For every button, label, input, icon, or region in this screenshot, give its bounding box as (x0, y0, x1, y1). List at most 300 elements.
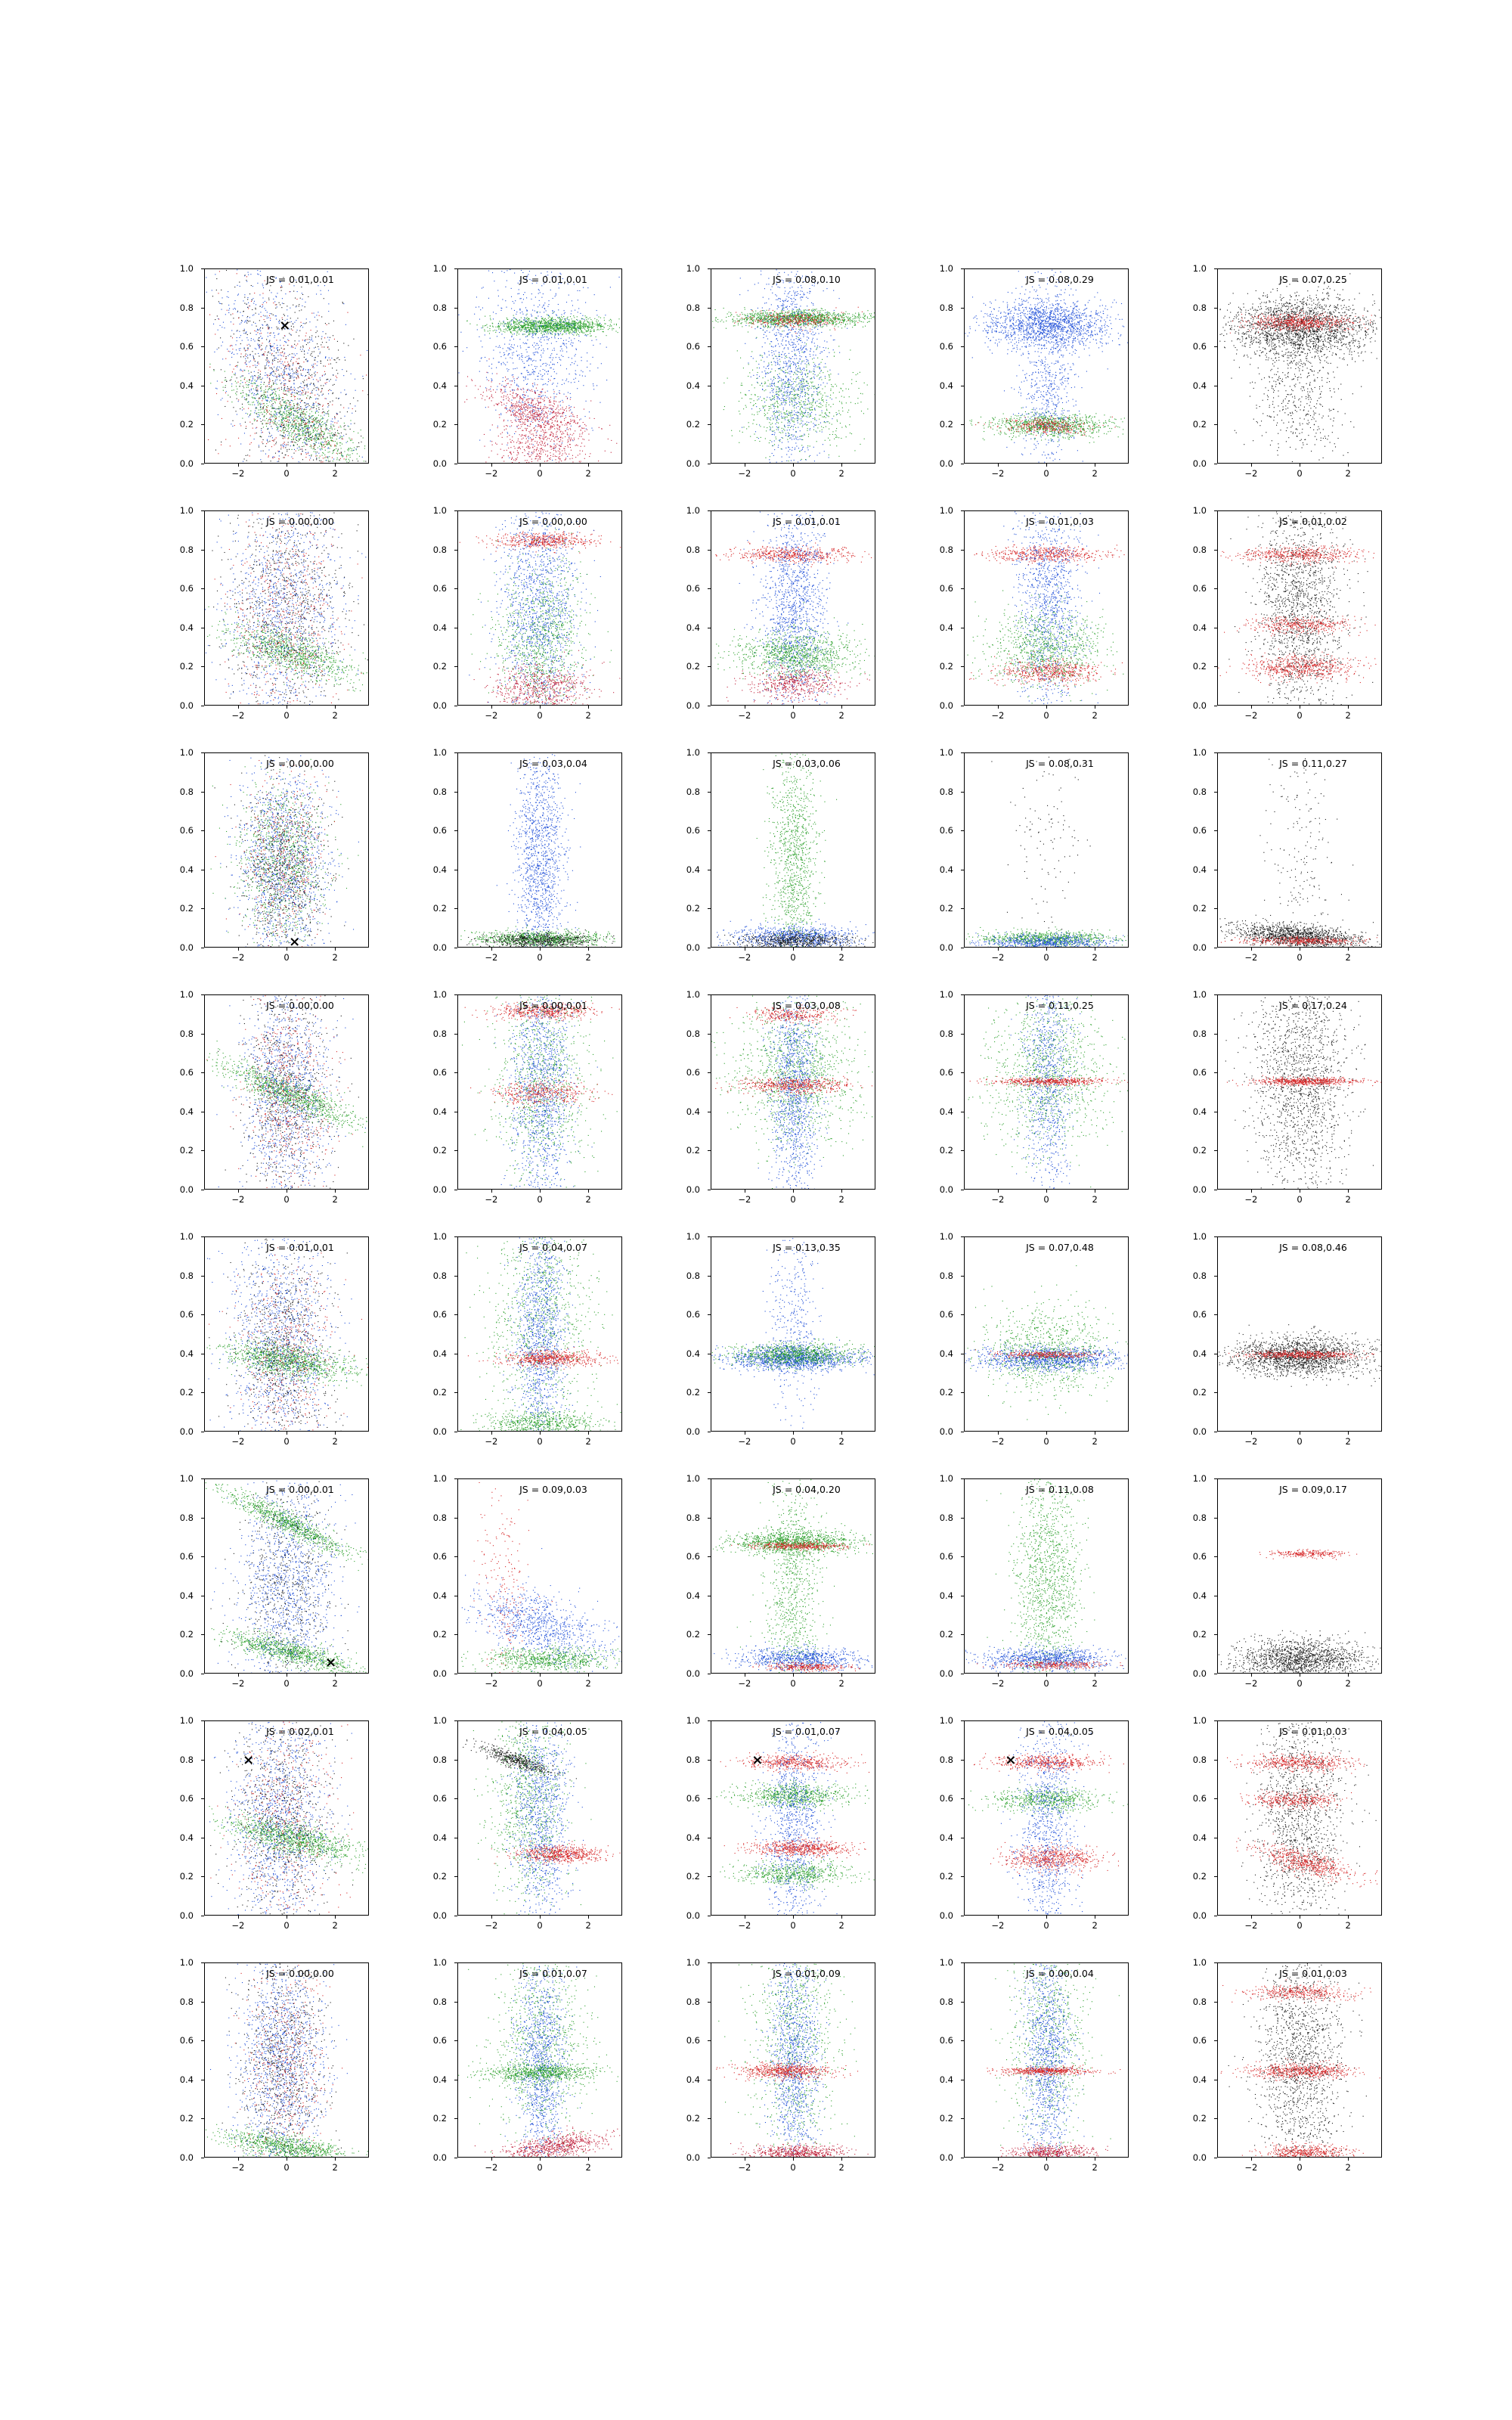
x-axis-labels (711, 951, 875, 966)
x-tick-label: 2 (1092, 1194, 1098, 1205)
y-tick-label: 0.6 (179, 2035, 194, 2046)
x-tick-label: −2 (485, 1920, 498, 1931)
x-tick-label: −2 (991, 1920, 1005, 1931)
x-tick-label: −2 (231, 952, 245, 963)
scatter-canvas (711, 511, 875, 706)
js-divergence-annotation: JS = 0.03,0.06 (773, 758, 841, 769)
plot-area (204, 994, 369, 1190)
y-tick-label: 0.4 (179, 622, 194, 633)
y-tick-label: 0.6 (686, 1309, 700, 1320)
y-axis-labels (412, 1473, 451, 1679)
scatter-canvas (1218, 1237, 1382, 1432)
y-tick-label: 0.4 (179, 1106, 194, 1117)
x-axis-labels (711, 1919, 875, 1934)
y-tick-label: 0.2 (939, 661, 953, 672)
plot-area (964, 1478, 1129, 1674)
y-tick-label: 0.6 (686, 1793, 700, 1804)
x-tick-label: −2 (231, 2162, 245, 2173)
y-tick-label: 0.6 (179, 1793, 194, 1804)
y-tick-label: 0.4 (939, 380, 953, 391)
js-divergence-annotation: JS = 0.08,0.10 (773, 274, 841, 285)
js-divergence-annotation: JS = 0.09,0.03 (519, 1484, 587, 1495)
scatter-panel (919, 1957, 1130, 2182)
y-tick-label: 0.2 (179, 1871, 194, 1882)
scatter-canvas (965, 511, 1129, 706)
y-tick-label: 0.0 (179, 1426, 194, 1437)
x-tick-label: −2 (485, 1194, 498, 1205)
y-tick-label: 0.8 (686, 1754, 700, 1765)
y-tick-label: 0.6 (432, 825, 447, 836)
y-tick-label: 0.0 (179, 1184, 194, 1195)
y-tick-label: 0.4 (179, 1590, 194, 1601)
x-tick-label: −2 (991, 1436, 1005, 1447)
x-tick-label: −2 (1244, 2162, 1258, 2173)
plot-area (1217, 752, 1382, 948)
scatter-panel (1172, 989, 1383, 1214)
scatter-panel (665, 989, 877, 1214)
y-axis-labels (665, 1473, 705, 1679)
y-axis-labels (1172, 1957, 1211, 2163)
x-tick-label: −2 (738, 952, 751, 963)
x-tick-label: 0 (790, 1678, 796, 1689)
y-tick-label: 0.4 (939, 1106, 953, 1117)
y-tick-label: 0.2 (1192, 1871, 1207, 1882)
js-divergence-annotation: JS = 0.02,0.01 (266, 1726, 334, 1737)
y-tick-label: 0.8 (432, 302, 447, 313)
y-tick-label: 0.2 (179, 661, 194, 672)
x-tick-label: 0 (1297, 710, 1303, 721)
y-tick-label: 0.6 (1192, 1793, 1207, 1804)
x-marker-icon: × (289, 934, 301, 948)
y-tick-label: 0.4 (1192, 1590, 1207, 1601)
y-tick-label: 0.2 (432, 419, 447, 430)
y-tick-label: 1.0 (432, 1715, 447, 1726)
y-tick-label: 0.0 (686, 700, 700, 711)
plot-area (457, 994, 622, 1190)
x-axis-labels (204, 2161, 369, 2176)
plot-area (457, 1236, 622, 1432)
js-divergence-annotation: JS = 0.00,0.01 (519, 1000, 587, 1011)
js-divergence-annotation: JS = 0.04,0.05 (1026, 1726, 1094, 1737)
js-divergence-annotation: JS = 0.00,0.04 (1026, 1968, 1094, 1979)
x-axis-labels (457, 1435, 622, 1450)
x-axis-labels (964, 1193, 1129, 1208)
plot-area (964, 1720, 1129, 1916)
x-tick-label: −2 (485, 1678, 498, 1689)
y-tick-label: 0.0 (432, 1184, 447, 1195)
scatter-panel (412, 1957, 624, 2182)
y-tick-label: 1.0 (1192, 989, 1207, 1000)
y-tick-label: 0.0 (686, 1668, 700, 1679)
y-tick-label: 0.6 (939, 825, 953, 836)
x-tick-label: 0 (1297, 468, 1303, 479)
y-axis-labels (412, 989, 451, 1195)
y-tick-label: 1.0 (939, 1715, 953, 1726)
js-divergence-annotation: JS = 0.04,0.07 (519, 1242, 587, 1253)
x-tick-label: 2 (1092, 1678, 1098, 1689)
js-divergence-annotation: JS = 0.00,0.00 (519, 516, 587, 527)
js-divergence-annotation: JS = 0.01,0.02 (1279, 516, 1347, 527)
x-tick-label: 2 (1345, 2162, 1351, 2173)
x-tick-label: −2 (738, 1920, 751, 1931)
x-axis-labels (711, 1193, 875, 1208)
y-tick-label: 0.8 (1192, 302, 1207, 313)
scatter-panel (412, 989, 624, 1214)
y-tick-label: 1.0 (179, 1231, 194, 1242)
x-tick-label: 2 (1092, 710, 1098, 721)
x-axis-labels (1217, 1193, 1382, 1208)
x-tick-label: 2 (1345, 1436, 1351, 1447)
x-tick-label: −2 (485, 1436, 498, 1447)
scatter-panel (159, 1231, 370, 1456)
plot-area (457, 1962, 622, 2158)
y-tick-label: 0.8 (939, 1754, 953, 1765)
y-tick-label: 0.6 (432, 1309, 447, 1320)
y-tick-label: 0.6 (432, 1551, 447, 1562)
y-tick-label: 0.4 (939, 1832, 953, 1843)
y-tick-label: 0.6 (686, 2035, 700, 2046)
y-tick-label: 0.8 (686, 1996, 700, 2007)
js-divergence-annotation: JS = 0.00,0.01 (266, 1484, 334, 1495)
x-tick-label: −2 (231, 1678, 245, 1689)
x-tick-label: −2 (485, 710, 498, 721)
y-tick-label: 0.8 (939, 1028, 953, 1039)
y-tick-label: 0.0 (939, 1184, 953, 1195)
x-tick-label: 2 (1345, 1194, 1351, 1205)
js-divergence-annotation: JS = 0.08,0.29 (1026, 274, 1094, 285)
y-tick-label: 0.4 (432, 1106, 447, 1117)
y-tick-label: 1.0 (939, 505, 953, 516)
y-tick-label: 1.0 (686, 1715, 700, 1726)
x-tick-label: 0 (284, 1678, 290, 1689)
scatter-panel (1172, 1957, 1383, 2182)
x-tick-label: 0 (1297, 1436, 1303, 1447)
js-divergence-annotation: JS = 0.07,0.48 (1026, 1242, 1094, 1253)
y-axis-labels (665, 1715, 705, 1921)
y-tick-label: 0.0 (179, 458, 194, 469)
plot-area (204, 1478, 369, 1674)
y-tick-label: 0.4 (432, 1348, 447, 1359)
scatter-panel (665, 263, 877, 488)
y-tick-label: 0.6 (939, 341, 953, 352)
y-tick-label: 0.2 (939, 1629, 953, 1640)
scatter-canvas (458, 1237, 622, 1432)
js-divergence-annotation: JS = 0.01,0.07 (773, 1726, 841, 1737)
y-tick-label: 0.2 (432, 1387, 447, 1398)
plot-area (204, 1962, 369, 2158)
x-tick-label: 2 (1092, 952, 1098, 963)
scatter-canvas (711, 753, 875, 948)
y-tick-label: 0.6 (686, 825, 700, 836)
scatter-canvas (458, 511, 622, 706)
y-tick-label: 0.4 (1192, 1832, 1207, 1843)
x-tick-label: 0 (537, 710, 543, 721)
x-tick-label: −2 (991, 468, 1005, 479)
y-tick-label: 0.8 (432, 544, 447, 555)
y-tick-label: 0.6 (179, 1551, 194, 1562)
x-tick-label: 2 (585, 1194, 591, 1205)
y-tick-label: 0.0 (939, 700, 953, 711)
y-tick-label: 0.0 (432, 1426, 447, 1437)
y-tick-label: 0.2 (179, 2113, 194, 2124)
scatter-panel (1172, 1473, 1383, 1698)
y-tick-label: 0.8 (432, 786, 447, 797)
y-tick-label: 0.4 (939, 864, 953, 875)
y-tick-label: 0.8 (1192, 786, 1207, 797)
x-axis-labels (1217, 2161, 1382, 2176)
js-divergence-annotation: JS = 0.01,0.03 (1279, 1968, 1347, 1979)
plot-area (204, 268, 369, 464)
x-tick-label: 0 (537, 1920, 543, 1931)
y-tick-label: 0.8 (179, 1996, 194, 2007)
x-tick-label: −2 (991, 2162, 1005, 2173)
y-tick-label: 0.4 (432, 1832, 447, 1843)
y-tick-label: 0.4 (1192, 380, 1207, 391)
scatter-canvas (205, 1721, 369, 1916)
x-tick-label: 2 (1345, 468, 1351, 479)
y-tick-label: 1.0 (1192, 747, 1207, 758)
x-axis-labels (1217, 1435, 1382, 1450)
plot-area (711, 1720, 875, 1916)
y-tick-label: 0.2 (432, 1629, 447, 1640)
y-tick-label: 0.2 (432, 661, 447, 672)
scatter-panel (159, 747, 370, 972)
y-axis-labels (1172, 505, 1211, 711)
y-tick-label: 0.8 (432, 1996, 447, 2007)
x-marker-icon: × (325, 1654, 337, 1671)
y-tick-label: 0.0 (432, 458, 447, 469)
y-tick-label: 0.4 (179, 2074, 194, 2085)
scatter-canvas (205, 269, 369, 464)
plot-area (1217, 268, 1382, 464)
scatter-canvas (711, 1963, 875, 2158)
y-tick-label: 0.2 (939, 1145, 953, 1156)
y-tick-label: 0.2 (179, 1387, 194, 1398)
y-tick-label: 0.8 (1192, 1996, 1207, 2007)
scatter-canvas (1218, 1479, 1382, 1674)
x-tick-label: 2 (838, 1194, 844, 1205)
x-tick-label: −2 (991, 710, 1005, 721)
x-axis-labels (204, 1193, 369, 1208)
y-tick-label: 1.0 (179, 263, 194, 274)
y-tick-label: 0.6 (939, 583, 953, 594)
y-tick-label: 0.6 (432, 1067, 447, 1078)
y-tick-label: 0.0 (179, 1910, 194, 1921)
y-tick-label: 0.2 (432, 1145, 447, 1156)
y-tick-label: 0.0 (179, 942, 194, 953)
y-tick-label: 0.8 (1192, 1512, 1207, 1523)
js-divergence-annotation: JS = 0.01,0.07 (519, 1968, 587, 1979)
x-tick-label: 2 (1345, 1920, 1351, 1931)
y-tick-label: 0.4 (939, 1348, 953, 1359)
y-tick-label: 0.2 (686, 661, 700, 672)
x-tick-label: 0 (790, 710, 796, 721)
x-tick-label: −2 (485, 952, 498, 963)
x-tick-label: 2 (585, 468, 591, 479)
plot-area (711, 1478, 875, 1674)
x-axis-labels (711, 2161, 875, 2176)
y-axis-labels (1172, 1231, 1211, 1437)
x-tick-label: −2 (485, 468, 498, 479)
plot-area (964, 268, 1129, 464)
y-tick-label: 1.0 (179, 505, 194, 516)
y-tick-label: 1.0 (432, 505, 447, 516)
y-axis-labels (665, 1231, 705, 1437)
y-tick-label: 0.2 (939, 2113, 953, 2124)
y-tick-label: 0.2 (939, 1871, 953, 1882)
scatter-panel (919, 1715, 1130, 1940)
y-tick-label: 0.6 (939, 1067, 953, 1078)
y-tick-label: 0.8 (686, 1028, 700, 1039)
y-tick-label: 0.2 (1192, 1629, 1207, 1640)
scatter-panel (159, 1473, 370, 1698)
x-tick-label: 2 (1345, 710, 1351, 721)
x-tick-label: 2 (1092, 1436, 1098, 1447)
x-axis-labels (457, 709, 622, 724)
scatter-canvas (458, 269, 622, 464)
x-tick-label: −2 (738, 1436, 751, 1447)
x-tick-label: 0 (1297, 1678, 1303, 1689)
x-tick-label: 0 (1043, 1678, 1049, 1689)
y-axis-labels (159, 1231, 198, 1437)
x-axis-labels (204, 467, 369, 482)
plot-area (1217, 510, 1382, 706)
scatter-canvas (458, 1963, 622, 2158)
y-tick-label: 0.8 (939, 1996, 953, 2007)
y-tick-label: 0.2 (432, 1871, 447, 1882)
x-axis-labels (964, 1435, 1129, 1450)
y-axis-labels (919, 263, 958, 469)
y-tick-label: 0.0 (432, 942, 447, 953)
y-tick-label: 1.0 (1192, 1231, 1207, 1242)
y-tick-label: 0.8 (179, 302, 194, 313)
y-tick-label: 0.2 (686, 2113, 700, 2124)
scatter-canvas (1218, 753, 1382, 948)
y-tick-label: 0.8 (179, 1754, 194, 1765)
y-tick-label: 1.0 (939, 1473, 953, 1484)
y-tick-label: 1.0 (432, 1957, 447, 1968)
y-tick-label: 0.6 (179, 341, 194, 352)
x-tick-label: −2 (1244, 1920, 1258, 1931)
y-tick-label: 0.8 (939, 1270, 953, 1281)
scatter-panel (412, 263, 624, 488)
x-axis-labels (711, 1435, 875, 1450)
js-divergence-annotation: JS = 0.00,0.00 (266, 516, 334, 527)
y-tick-label: 0.0 (1192, 1426, 1207, 1437)
x-tick-label: 0 (537, 1678, 543, 1689)
x-axis-labels (711, 1677, 875, 1692)
y-tick-label: 0.0 (686, 458, 700, 469)
y-tick-label: 1.0 (939, 1957, 953, 1968)
x-tick-label: 2 (1345, 1678, 1351, 1689)
scatter-panel (665, 505, 877, 730)
x-tick-label: 0 (1297, 1194, 1303, 1205)
y-tick-label: 0.6 (1192, 2035, 1207, 2046)
y-tick-label: 0.0 (686, 2152, 700, 2163)
x-tick-label: 2 (838, 1436, 844, 1447)
y-axis-labels (665, 263, 705, 469)
x-tick-label: 2 (332, 1920, 338, 1931)
scatter-panel (1172, 1231, 1383, 1456)
scatter-canvas (1218, 1963, 1382, 2158)
scatter-canvas (1218, 511, 1382, 706)
y-tick-label: 0.8 (432, 1512, 447, 1523)
js-divergence-annotation: JS = 0.01,0.01 (773, 516, 841, 527)
scatter-canvas (458, 1479, 622, 1674)
scatter-panel (665, 747, 877, 972)
y-tick-label: 0.2 (1192, 419, 1207, 430)
y-tick-label: 0.4 (432, 864, 447, 875)
scatter-panel (1172, 505, 1383, 730)
x-tick-label: 0 (537, 952, 543, 963)
y-tick-label: 0.6 (686, 583, 700, 594)
scatter-canvas (205, 995, 369, 1190)
x-tick-label: −2 (231, 1194, 245, 1205)
js-divergence-annotation: JS = 0.01,0.09 (773, 1968, 841, 1979)
y-tick-label: 0.8 (432, 1754, 447, 1765)
y-tick-label: 0.2 (1192, 661, 1207, 672)
plot-area (204, 1720, 369, 1916)
x-tick-label: 0 (1297, 952, 1303, 963)
y-tick-label: 1.0 (432, 989, 447, 1000)
y-tick-label: 0.8 (1192, 1028, 1207, 1039)
x-tick-label: 2 (1092, 2162, 1098, 2173)
scatter-canvas (205, 1963, 369, 2158)
scatter-panel (412, 1473, 624, 1698)
js-divergence-annotation: JS = 0.03,0.04 (519, 758, 587, 769)
scatter-panel (412, 1231, 624, 1456)
y-tick-label: 0.8 (686, 786, 700, 797)
y-axis-labels (1172, 747, 1211, 953)
y-tick-label: 0.0 (179, 2152, 194, 2163)
x-tick-label: 2 (332, 2162, 338, 2173)
y-tick-label: 0.4 (686, 1106, 700, 1117)
plot-area (964, 1962, 1129, 2158)
y-tick-label: 0.6 (1192, 1067, 1207, 1078)
x-tick-label: −2 (738, 710, 751, 721)
scatter-canvas (205, 511, 369, 706)
x-axis-labels (964, 951, 1129, 966)
scatter-canvas (965, 1963, 1129, 2158)
x-tick-label: 0 (790, 1920, 796, 1931)
y-tick-label: 0.0 (939, 458, 953, 469)
y-axis-labels (919, 1231, 958, 1437)
plot-area (204, 1236, 369, 1432)
x-tick-label: −2 (991, 1194, 1005, 1205)
y-tick-label: 0.6 (1192, 1309, 1207, 1320)
x-tick-label: 2 (585, 1678, 591, 1689)
y-tick-label: 1.0 (1192, 1957, 1207, 1968)
y-axis-labels (159, 505, 198, 711)
y-tick-label: 0.0 (686, 942, 700, 953)
plot-area (1217, 1720, 1382, 1916)
plot-area (711, 510, 875, 706)
y-tick-label: 0.6 (939, 1309, 953, 1320)
x-tick-label: −2 (1244, 1194, 1258, 1205)
y-tick-label: 0.8 (179, 544, 194, 555)
x-axis-labels (457, 951, 622, 966)
scatter-panel (159, 989, 370, 1214)
scatter-panel (919, 505, 1130, 730)
scatter-panel (159, 1715, 370, 1940)
y-tick-label: 0.4 (1192, 864, 1207, 875)
x-marker-icon: × (243, 1751, 255, 1768)
y-tick-label: 0.4 (939, 2074, 953, 2085)
y-axis-labels (412, 1231, 451, 1437)
scatter-panel (1172, 263, 1383, 488)
y-axis-labels (665, 747, 705, 953)
y-axis-labels (919, 1715, 958, 1921)
